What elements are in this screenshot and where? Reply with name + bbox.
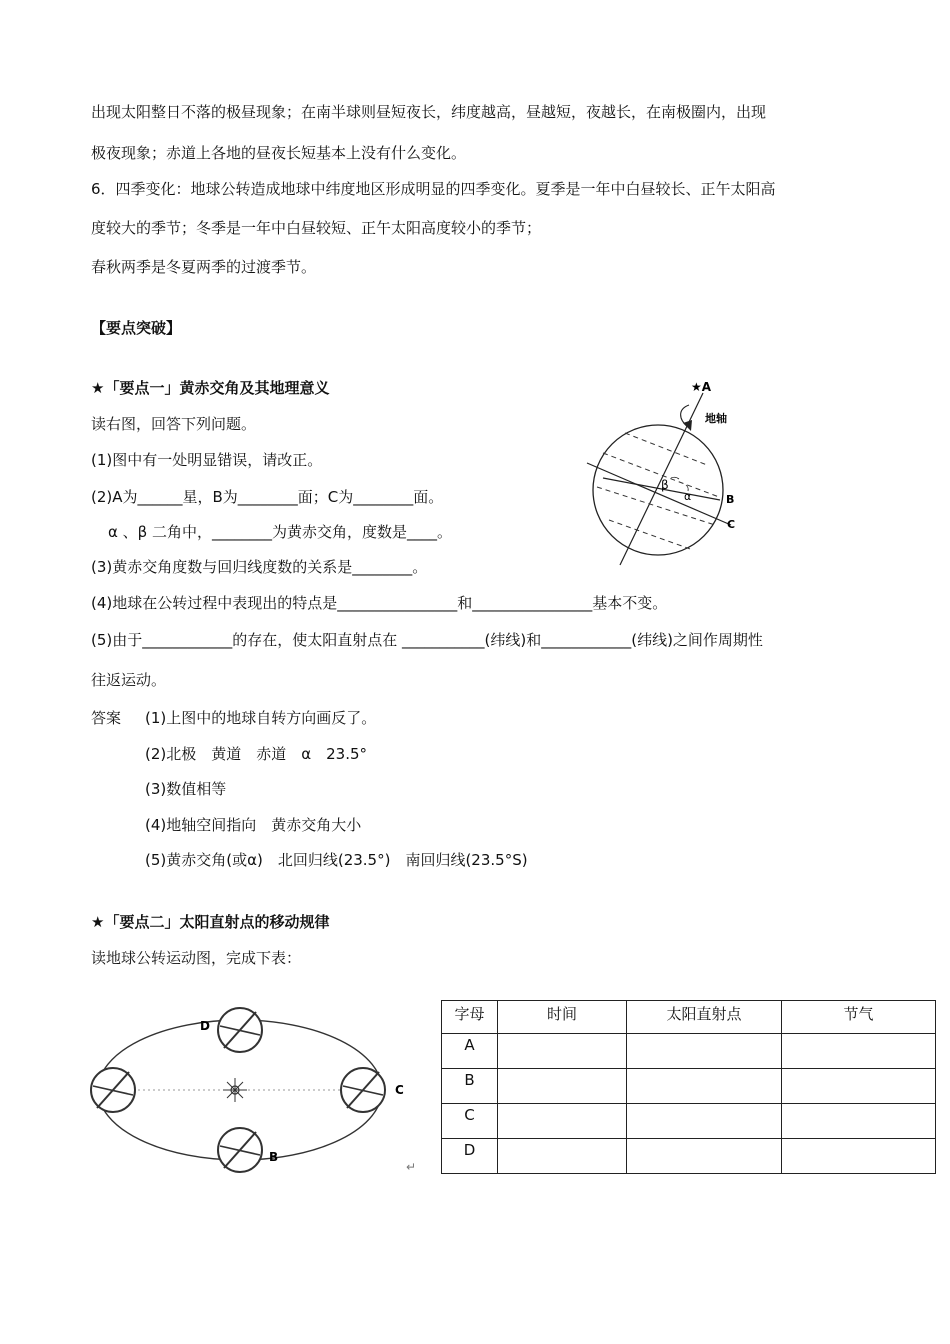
row-letter: B	[442, 1069, 498, 1104]
paragraph-return-mark: ↵	[406, 1160, 417, 1174]
orbital-plane-line-c	[587, 463, 731, 525]
point1-title: ★「要点一」黄赤交角及其地理意义	[91, 379, 330, 397]
answer-1: (1)上图中的地球自转方向画反了。	[145, 709, 377, 727]
label-b: B	[726, 493, 735, 506]
orbit-label-b: B	[269, 1150, 279, 1164]
intro-line-3: 6．四季变化：地球公转造成地球中纬度地区形成明显的四季变化。夏季是一年中白昼较长、正午太阳高	[91, 180, 776, 198]
table-row	[442, 1034, 936, 1069]
intro-line-5: 春秋两季是冬夏两季的过渡季节。	[91, 258, 317, 276]
solar-position-table	[441, 1000, 936, 1174]
row-letter: C	[442, 1104, 498, 1139]
cell-time[interactable]	[498, 1069, 627, 1104]
obliquity-figure	[575, 375, 750, 575]
header-letter: 字母	[442, 1001, 498, 1034]
cell-time[interactable]	[498, 1139, 627, 1174]
earth-position-d	[218, 1008, 262, 1052]
point1-prompt: 读右图，回答下列问题。	[91, 415, 257, 433]
question-2: (2)A为______星，B为________面；C为________面。	[91, 488, 444, 506]
cell-time[interactable]	[498, 1104, 627, 1139]
question-4: (4)地球在公转过程中表现出的特点是________________和________________基本不变。	[91, 594, 668, 612]
earth-position-c	[341, 1068, 385, 1112]
rotation-arrowhead	[683, 420, 692, 431]
header-direct-point: 太阳直射点	[627, 1001, 782, 1034]
revolution-figure	[85, 1000, 420, 1190]
intro-line-1: 出现太阳整日不落的极昼现象；在南半球则昼短夜长，纬度越高，昼越短，夜越长，在南极圈内，出现	[91, 103, 767, 121]
label-alpha: α	[684, 490, 692, 503]
cell-solar-term[interactable]	[782, 1104, 936, 1139]
orbit-label-d: D	[200, 1019, 210, 1033]
cell-solar-term[interactable]	[782, 1069, 936, 1104]
table-header-row	[442, 1001, 936, 1034]
label-star-a: ★A	[691, 380, 712, 394]
intro-line-2: 极夜现象；赤道上各地的昼夜长短基本上没有什么变化。	[91, 144, 467, 162]
row-letter: A	[442, 1034, 498, 1069]
cell-direct-point[interactable]	[627, 1104, 782, 1139]
answer-label: 答案	[91, 709, 122, 727]
cell-time[interactable]	[498, 1034, 627, 1069]
cell-direct-point[interactable]	[627, 1069, 782, 1104]
earth-position-b	[218, 1128, 262, 1172]
cell-solar-term[interactable]	[782, 1139, 936, 1174]
table-row	[442, 1104, 936, 1139]
question-2b: α 、β 二角中，________为黄赤交角，度数是____。	[108, 523, 452, 541]
earth-circle	[593, 425, 723, 555]
label-beta: β	[661, 478, 669, 492]
answer-5: (5)黄赤交角(或α) 北回归线(23.5°) 南回归线(23.5°S)	[145, 851, 528, 869]
table-row	[442, 1139, 936, 1174]
sun-icon	[223, 1078, 247, 1102]
question-5b: 往返运动。	[91, 671, 167, 689]
answer-4: (4)地轴空间指向 黄赤交角大小	[145, 816, 362, 834]
label-c: C	[727, 518, 736, 531]
header-solar-term: 节气	[782, 1001, 936, 1034]
cell-direct-point[interactable]	[627, 1034, 782, 1069]
question-1: (1)图中有一处明显错误，请改正。	[91, 451, 323, 469]
answer-2: (2)北极 黄道 赤道 α 23.5°	[145, 745, 368, 763]
cell-solar-term[interactable]	[782, 1034, 936, 1069]
earth-position-a	[91, 1068, 135, 1112]
orbit-label-c: C	[395, 1083, 404, 1097]
intro-line-4: 度较大的季节；冬季是一年中白昼较短、正午太阳高度较小的季节；	[91, 219, 542, 237]
header-time: 时间	[498, 1001, 627, 1034]
point2-prompt: 读地球公转运动图，完成下表：	[91, 949, 302, 967]
question-5: (5)由于____________的存在，使太阳直射点在 ___________(纬线)和____________(纬线)之间作周期性	[91, 631, 763, 649]
point2-title: ★「要点二」太阳直射点的移动规律	[91, 913, 330, 931]
question-3: (3)黄赤交角度数与回归线度数的关系是________。	[91, 558, 428, 576]
row-letter: D	[442, 1139, 498, 1174]
cell-direct-point[interactable]	[627, 1139, 782, 1174]
table-row	[442, 1069, 936, 1104]
label-earth-axis: 地轴	[705, 412, 727, 425]
section-title: 【要点突破】	[91, 319, 182, 337]
answer-3: (3)数值相等	[145, 780, 227, 798]
latitude-dashed-lines	[597, 433, 719, 550]
